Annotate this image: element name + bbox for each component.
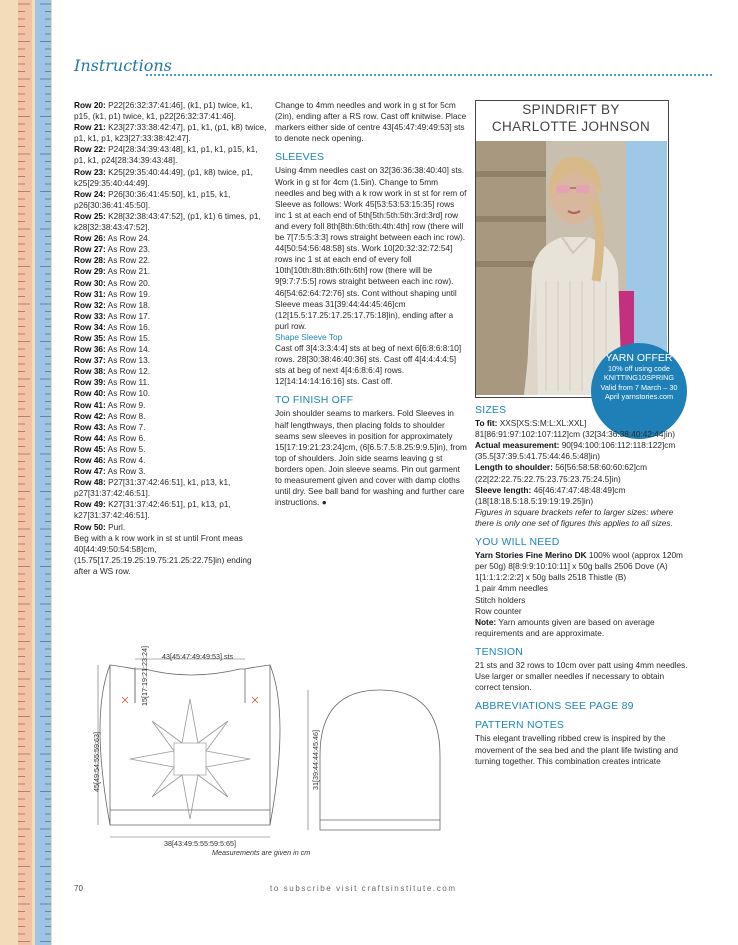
row-text: As Row 4. [105, 455, 146, 465]
row-instruction [74, 244, 270, 255]
row-label: Row 35: [74, 332, 106, 343]
note-label: Note: [475, 616, 497, 627]
neck-text: Change to 4mm needles and work in g st for 5cm (2in), ending after a RS row. Cast off knitwise. Place markers either side of centre 43[45:47:49:49:53] sts to denote neck opening. [275, 100, 467, 144]
to-fit-value: XXS[XS:S:M:L:XL:XXL] 81[86:91:97:102:107:112]cm (32[34:36:38:40:42:44]in) [475, 418, 676, 440]
row-label: Row 20: [74, 100, 106, 110]
row-text: As Row 14. [105, 344, 151, 355]
row-instruction [74, 322, 270, 333]
row-label: Row 24: [74, 188, 106, 199]
row-label: Row 34: [74, 321, 106, 332]
row-text: K23[27:33:38:42:47], p1, k1, (p1, k8) twice, p1, k1, p1, k23[27:33:38:42:47]. [74, 122, 267, 144]
diagram-neck-label: 15[17:19:21:23:24] [140, 646, 149, 706]
tension-text: 21 sts and 32 rows to 10cm over patt using 4mm needles. Use larger or smaller needles if necessary to obtain correct tension. [475, 659, 688, 693]
row-text: As Row 21. [105, 266, 151, 277]
row-label: Row 41: [74, 399, 106, 410]
row-label: Row 36: [74, 344, 106, 355]
row-label: Row 30: [74, 277, 106, 288]
row-instruction [74, 289, 270, 300]
row-label: Row 48: [74, 477, 106, 488]
sleeves-heading: SLEEVES [275, 151, 325, 164]
to-fit-text [475, 418, 691, 440]
actual-label: Actual measurement: [475, 440, 560, 451]
row-instruction [74, 466, 270, 477]
row-instruction [74, 400, 270, 411]
row-text: As Row 17. [105, 310, 151, 321]
row-instruction [74, 522, 270, 533]
row-text: K28[32:38:43:47:52], (p1, k1) 6 times, p1, k28[32:38:43:47:52]. [74, 210, 261, 233]
yarn-text [475, 550, 691, 583]
column-sleeves [275, 100, 467, 508]
row-label: Row 39: [74, 377, 106, 388]
row-text: As Row 15. [105, 332, 151, 343]
row-instruction [74, 255, 270, 266]
feature-title-line2: CHARLOTTE JOHNSON [491, 119, 651, 134]
finish-text: Join shoulder seams to markers. Fold Sleeves in half lengthways, then placing folds to shoulder seams sew sleeves in position for approximately 15[17:19:21:23:24]cm, (6[6.5:7.5:8.25:9:9.5]in), from top of shoulders. Join side seams leaving g st borders open. Join sleeve seams. Pin out garment to measurement given and cover with damp cloths until dry. See ball band for washing and further care instructions. ● [275, 408, 467, 508]
note-text [475, 617, 691, 639]
page-number: 70 [74, 884, 83, 893]
column-rows [74, 100, 270, 577]
row-text: As Row 8. [105, 410, 146, 421]
row-label: Row 32: [74, 299, 106, 310]
you-will-need-heading: YOU WILL NEED [475, 536, 560, 549]
row-instruction [74, 300, 270, 311]
row-instruction [74, 455, 270, 466]
row-instruction [74, 477, 270, 499]
row-text: As Row 19. [105, 288, 151, 299]
row-text: As Row 22. [105, 255, 151, 266]
row-instruction [74, 499, 270, 521]
row-instruction [74, 377, 270, 388]
row-text: As Row 12. [105, 366, 151, 377]
row-label: Row 29: [74, 266, 106, 277]
diagram-sleeve-label: 31[39:44:44:45:46] [311, 730, 320, 790]
row-text: As Row 5. [105, 443, 146, 454]
row-instruction [74, 444, 270, 455]
tension-heading: TENSION [475, 645, 524, 658]
row-text: K27[31:37:42:46:51], p1, k13, p1, k27[31:37:42:46:51]. [74, 499, 231, 521]
row-text: As Row 11. [105, 377, 150, 388]
abbreviations-heading: ABBREVIATIONS SEE PAGE 89 [475, 700, 634, 713]
row-label: Row 44: [74, 432, 106, 443]
diagram-caption: Measurements are given in cm [212, 848, 311, 857]
length-label: Length to shoulder: [475, 462, 553, 473]
row-instruction [74, 311, 270, 322]
row-instruction [74, 433, 270, 444]
shape-top-text: Cast off 3[4:3:3:4:4] sts at beg of next 6[6:8:6:8:10] rows. 28[30:38:46:40:36] sts. Cast off 4[4:4:4:4:5] sts at beg of next 4[4:6:8:6:4] rows. 12[14:14:14:16:16] sts. Cast off. [275, 342, 462, 387]
row-text: As Row 23. [105, 244, 151, 255]
row-text: As Row 9. [105, 399, 146, 410]
holders-text: Stitch holders [475, 594, 526, 605]
row-label: Row 28: [74, 255, 106, 266]
ruler-ticks [0, 0, 52, 945]
row-instruction [74, 266, 270, 277]
row-instruction [74, 411, 270, 422]
row-label: Row 26: [74, 233, 106, 244]
diagram-height-label: 45[49:54:55:59:63] [92, 732, 101, 792]
row-text: As Row 20. [105, 277, 151, 288]
feature-title-line1: SPINDRIFT BY [522, 102, 620, 117]
column-sizes [475, 405, 691, 767]
row-label: Row 50: [74, 521, 106, 532]
row-text: As Row 24. [105, 233, 151, 244]
actual-text [475, 440, 691, 462]
row-label: Row 47: [74, 466, 106, 477]
schematic-diagram [80, 655, 470, 850]
front-tail-text: Beg with a k row work in st st until Front meas 40[44:49:50:54:58]cm, (15.75[17.25:19.25:19.75:21.25:22.75]in) ending after a WS row. [74, 532, 252, 576]
row-text: As Row 3. [105, 466, 146, 477]
pattern-notes-heading: PATTERN NOTES [475, 719, 565, 732]
to-fit-label: To fit: [475, 418, 498, 429]
yarn-label: Yarn Stories Fine Merino DK [475, 550, 587, 561]
row-instruction [74, 388, 270, 399]
row-label: Row 31: [74, 288, 106, 299]
row-label: Row 49: [74, 499, 106, 510]
row-text: As Row 6. [105, 432, 146, 443]
sleeves-text: Using 4mm needles cast on 32[36:36:38:40:40] sts. Work in g st for 4cm (1.5in). Change to 5mm needles and beg with a k row work in st st for rem of Sleeve as follows: Work 45[53:53:53:15:35] rows inc 1 st at each end of 5th[5th:5th:5th:3rd:3rd] row and every foll 8th[8th:6th:6th:4th:4th] row (there will be 7[7:5:5:3:3] rows straight between each inc row). 44[50:54:56:48:58] sts. Work 10[20:32:32:72:54] rows inc 1 st at each end of every foll 10th[10th:8th:8th:6th:6th] row (there will be 9[9:7:7:5:5] rows straight between each inc row). 46[54:62:64:72:76] sts. Cont without shaping until Sleeve meas 31[39:44:44:45:46]cm (12[15.5:17.25:17.25:17.75:18]in), ending after a purl row. [275, 165, 467, 331]
sleeve-length-label: Sleeve length: [475, 484, 532, 495]
row-text: Purl. [105, 521, 126, 532]
length-text [475, 462, 691, 484]
row-instruction [74, 167, 270, 189]
diagram-width-label: 38[43:49:5:55:59:5:65] [164, 839, 236, 848]
row-label: Row 23: [74, 166, 106, 177]
subscribe-url: to subscribe visit craftsinstitute.com [270, 884, 457, 893]
offer-title: YARN OFFER [605, 352, 673, 364]
sizes-heading: SIZES [475, 404, 507, 416]
sleeve-length-text [475, 485, 691, 507]
row-instruction [74, 333, 270, 344]
feature-title [475, 101, 667, 135]
row-label: Row 46: [74, 455, 106, 465]
row-instruction [74, 366, 270, 377]
note-value: Yarn amounts given are based on average requirements and are approximate. [475, 616, 655, 638]
title-divider [146, 74, 712, 76]
row-instruction [74, 233, 270, 244]
row-text: P24[28:34:39:43:48], k1, p1, k1, p15, k1, p1, k1, p24[28:34:39:43:48]. [74, 144, 258, 166]
page-title: Instructions [74, 56, 172, 75]
row-text: As Row 10. [105, 388, 151, 399]
row-text: P22[26:32:37:41:46], (k1, p1) twice, k1, p15, (k1, p1) twice, k1, p22[26:32:37:41:46]. [74, 100, 253, 122]
shape-top-heading: Shape Sleeve Top [275, 331, 343, 342]
row-instruction [74, 189, 270, 211]
needles-text: 1 pair 4mm needles [475, 583, 548, 594]
row-label: Row 25: [74, 210, 106, 221]
row-label: Row 27: [74, 244, 106, 255]
row-text: As Row 18. [105, 299, 151, 310]
row-text: As Row 16. [105, 321, 151, 332]
row-label: Row 37: [74, 355, 106, 366]
row-instruction [74, 422, 270, 433]
row-label: Row 43: [74, 421, 106, 432]
row-text: P26[30:36:41:45:50], k1, p15, k1, p26[30:36:41:45:50]. [74, 188, 231, 210]
row-instruction [74, 278, 270, 289]
figures-note: Figures in square brackets refer to larger sizes: where there is only one set of figures this applies to all sizes. [475, 506, 674, 528]
yarn-value: 100% wool (approx 120m per 50g) 8[8:9:9:10:10:11] x 50g balls 2506 Dove (A) 1[1:1:1:2:2:2] x 50g balls 2518 Thistle (B) [475, 550, 683, 583]
row-instruction [74, 355, 270, 366]
row-text: As Row 13. [105, 355, 151, 366]
row-label: Row 33: [74, 310, 106, 321]
row-label: Row 22: [74, 144, 106, 155]
row-instructions [74, 100, 270, 533]
sleeve-length-value: 46[46:47:47:48:48:49]cm (18[18:18.5:18.5:19:19:19.25]in) [475, 484, 626, 506]
row-instruction [74, 211, 270, 233]
row-instruction [74, 344, 270, 355]
diagram-top-label: 43[45:47:49:49:53] sts [162, 652, 234, 661]
tape-measure-decoration [0, 0, 52, 945]
row-label: Row 21: [74, 122, 106, 133]
pattern-notes-text: This elegant travelling ribbed crew is inspired by the movement of the sea bed and the plant life twisting and turning together. This combination creates intricate [475, 733, 678, 766]
row-text: P27[31:37:42:46:51], k1, p13, k1, p27[31:37:42:46:51]. [74, 477, 231, 499]
offer-text: 10% off using code KNITTING10SPRING Valid from 7 March – 30 April yarnstories.com [600, 364, 678, 402]
row-instruction [74, 144, 270, 166]
row-label: Row 42: [74, 410, 106, 421]
finish-heading: TO FINISH OFF [275, 394, 354, 407]
row-label: Row 40: [74, 388, 106, 399]
row-label: Row 45: [74, 443, 106, 454]
row-text: As Row 7. [105, 421, 146, 432]
actual-value: 90[94:100:106:112:118:122]cm (35.5[37:39.5:41.75:44:46.5:48]in) [475, 440, 676, 462]
row-instruction [74, 100, 270, 122]
counter-text: Row counter [475, 605, 522, 616]
row-text: K25[29:35:40:44:49], (p1, k8) twice, p1, k25[29:35:40:44:49]. [74, 166, 253, 188]
row-instruction [74, 122, 270, 144]
row-label: Row 38: [74, 366, 106, 377]
length-value: 56[56:58:58:60:60:62]cm (22[22:22.75:22.75:23.75:23.75:24.5]in) [475, 462, 647, 484]
